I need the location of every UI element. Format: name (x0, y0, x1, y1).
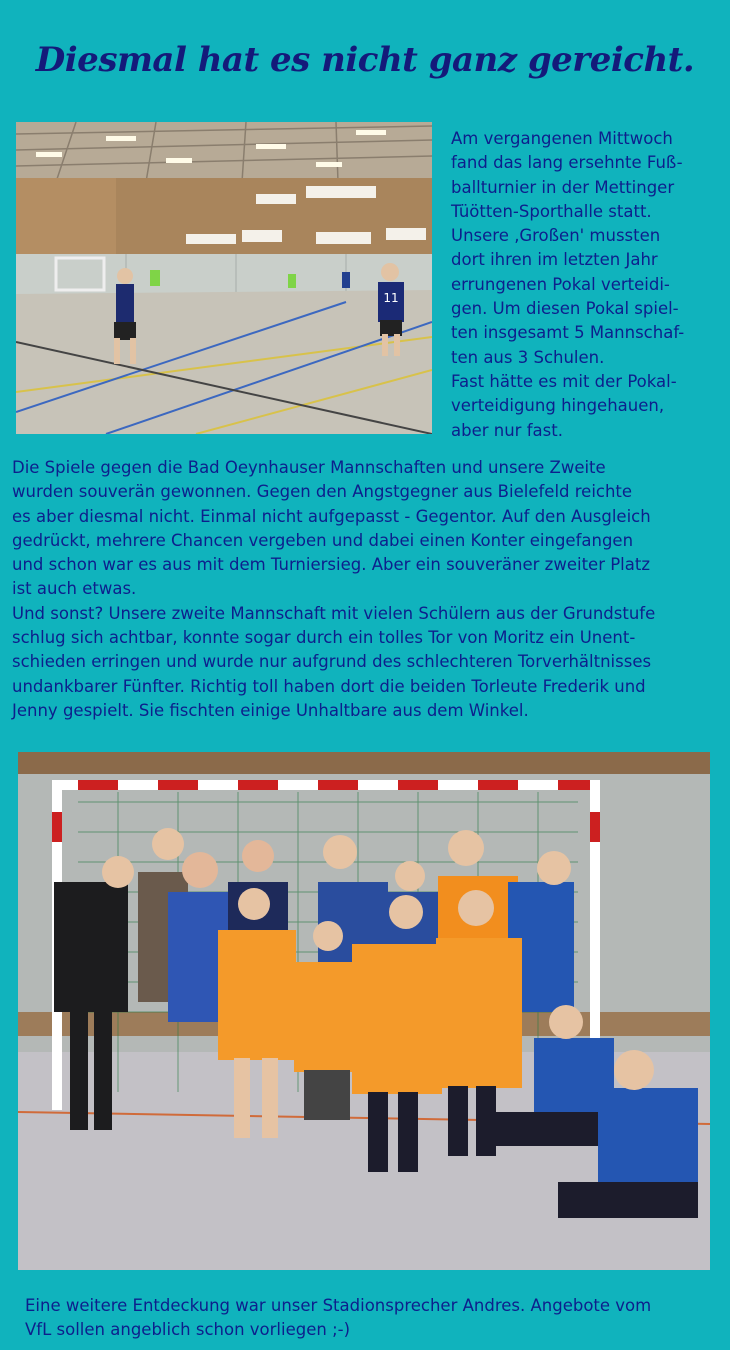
jersey-number: 11 (383, 291, 399, 305)
text-line: Fast hätte es mit der Pokal- (451, 371, 677, 391)
text-line: Und sonst? Unsere zweite Mannschaft mit vielen Schülern aus der Grundstufe (12, 603, 656, 623)
text-line: ist auch etwas. (12, 579, 137, 599)
body-text (12, 456, 655, 723)
text-line: gen. Um diesen Pokal spiel- (451, 299, 679, 319)
text-line: errungenen Pokal verteidi- (451, 274, 670, 294)
text-line: es aber diesmal nicht. Einmal nicht aufgepasst - Gegentor. Auf den Ausgleich (12, 506, 651, 526)
text-line: Unsere ‚Großen' mussten (451, 226, 661, 246)
text-line: ballturnier in der Mettinger (451, 177, 675, 197)
text-line: undankbarer Fünfter. Richtig toll haben dort die beiden Torleute Frederik und (12, 676, 646, 696)
text-line: Am vergangenen Mittwoch (451, 129, 673, 148)
text-line: gedrückt, mehrere Chancen vergeben und dabei einen Konter eingefangen (12, 530, 634, 550)
text-line: Jenny gespielt. Sie fischten einige Unhaltbare aus dem Winkel. (12, 700, 529, 720)
text-line: wurden souverän gewonnen. Gegen den Angstgegner aus Bielefeld reichte (12, 482, 633, 502)
page-title: Diesmal hat es nicht ganz gereicht. (35, 40, 695, 80)
match-photo (16, 122, 432, 434)
text-line: Tüötten-Sporthalle statt. (451, 201, 652, 221)
text-line: fand das lang ersehnte Fuß- (451, 153, 683, 173)
team-photo (18, 752, 710, 1270)
text-line: ten insgesamt 5 Mannschaf- (451, 323, 685, 343)
text-line: Eine weitere Entdeckung war unser Stadionsprecher Andres. Angebote vom (25, 1296, 652, 1315)
closing-text (25, 1294, 651, 1343)
text-line: ten aus 3 Schulen. (451, 347, 605, 367)
text-line: schlug sich achtbar, konnte sogar durch ein tolles Tor von Moritz ein Unent- (12, 628, 636, 648)
text-line: aber nur fast. (451, 420, 563, 440)
intro-text (451, 127, 684, 443)
text-line: und schon war es aus mit dem Turniersieg. Aber ein souveräner zweiter Platz (12, 555, 650, 575)
text-line: dort ihren im letzten Jahr (451, 250, 658, 270)
text-line: schieden erringen und wurde nur aufgrund des schlechteren Torverhältnisses (12, 652, 652, 672)
text-line: verteidigung hingehauen, (451, 396, 665, 416)
text-line: Die Spiele gegen die Bad Oeynhauser Mannschaften und unsere Zweite (12, 458, 606, 477)
text-line: VfL sollen angeblich schon vorliegen ;-) (25, 1320, 351, 1340)
